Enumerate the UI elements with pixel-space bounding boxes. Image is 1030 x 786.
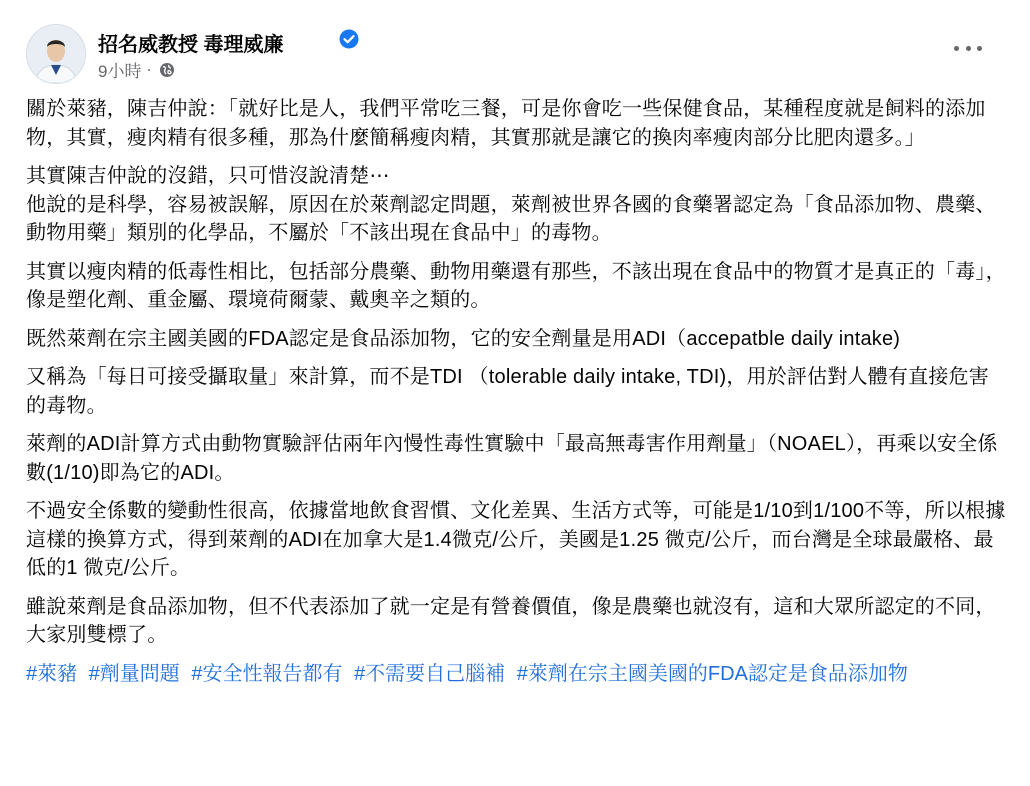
post-paragraph: 既然萊劑在宗主國美國的FDA認定是食品添加物，它的安全劑量是用ADI（accepatble daily intake) bbox=[26, 327, 901, 350]
hashtag-link[interactable]: #不需要自己腦補 bbox=[354, 662, 506, 685]
hashtag-link[interactable]: #安全性報告都有 bbox=[191, 662, 343, 685]
post-paragraph: 其實陳吉仲說的沒錯，只可惜沒說清楚⋯ 他說的是科學，容易被誤解，原因在於萊劑認定問題，萊劑被世界各國的食藥署認定為「食品添加物、農藥、動物用藥」類別的化學品，不屬於「不該出現在食品中」的毒物。 bbox=[26, 165, 996, 244]
hashtag-link[interactable]: #萊劑在宗主國美國的FDA認定是食品添加物 bbox=[516, 662, 908, 685]
avatar[interactable] bbox=[26, 24, 86, 84]
post-meta bbox=[98, 57, 175, 82]
hashtag-link[interactable]: #劑量問題 bbox=[88, 662, 180, 685]
more-options-icon[interactable] bbox=[954, 40, 982, 56]
meta-separator: · bbox=[146, 59, 152, 79]
post-time[interactable]: 9小時 bbox=[98, 62, 142, 81]
avatar-image bbox=[27, 25, 85, 83]
post-paragraph: 不過安全係數的變動性很高，依據當地飲食習慣、文化差異、生活方式等，可能是1/10到1/100不等，所以根據這樣的換算方式，得到萊劑的ADI在加拿大是1.4微克/公斤，美國是1.25 微克/公斤，而台灣是全球最嚴格、最低的1 微克/公斤。 bbox=[26, 500, 1006, 579]
post-paragraph: 其實以瘦肉精的低毒性相比，包括部分農藥、動物用藥還有那些，不該出現在食品中的物質才是真正的「毒」，像是塑化劑、重金屬、環境荷爾蒙、戴奧辛之類的。 bbox=[26, 260, 1006, 311]
post-paragraph: 關於萊豬，陳吉仲說：「就好比是人，我們平常吃三餐，可是你會吃一些保健食品，某種程度就是飼料的添加物，其實，瘦肉精有很多種，那為什麼簡稱瘦肉精，其實那就是讓它的換肉率瘦肉部分比肥肉還多。」 bbox=[26, 98, 986, 149]
post-header bbox=[26, 22, 1010, 82]
post-paragraph: 又稱為「每日可接受攝取量」來計算，而不是TDI （tolerable daily intake, TDI)，用於評估對人體有直接危害的毒物。 bbox=[26, 366, 989, 417]
hashtag-link[interactable]: #萊豬 bbox=[26, 662, 78, 685]
post-paragraph: 雖說萊劑是食品添加物，但不代表添加了就一定是有營養價值，像是農藥也就沒有，這和大眾所認定的不同，大家別雙標了。 bbox=[26, 595, 996, 646]
hashtag-list bbox=[26, 660, 1006, 689]
globe-icon[interactable] bbox=[159, 62, 175, 78]
author-name[interactable]: 招名威教授 毒理威廉 bbox=[98, 34, 284, 56]
verified-badge-icon bbox=[339, 29, 359, 49]
post-body bbox=[26, 95, 1006, 688]
post-paragraph: 萊劑的ADI計算方式由動物實驗評估兩年內慢性毒性實驗中「最高無毒害作用劑量」（NOAEL），再乘以安全係數(1/10)即為它的ADI。 bbox=[26, 433, 998, 484]
